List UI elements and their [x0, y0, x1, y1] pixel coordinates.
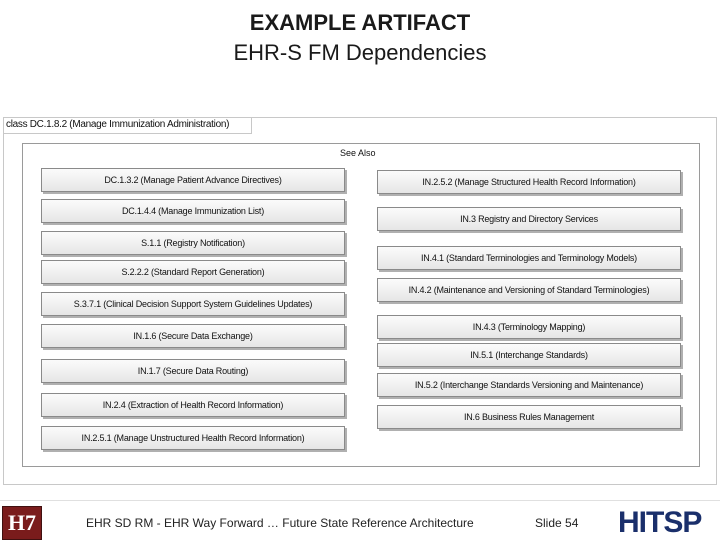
right-box-in-4-1[interactable]: IN.4.1 (Standard Terminologies and Terminology Models) — [377, 246, 681, 270]
left-box-in-1-7[interactable]: IN.1.7 (Secure Data Routing) — [41, 359, 345, 383]
class-label: class DC.1.8.2 (Manage Immunization Administration) — [6, 119, 230, 130]
see-also-label: See Also — [340, 148, 376, 158]
footer-text: EHR SD RM - EHR Way Forward … Future State Reference Architecture — [86, 516, 474, 530]
left-box-s-2-2-2[interactable]: S.2.2.2 (Standard Report Generation) — [41, 260, 345, 284]
hitsp-logo: HITSP — [618, 506, 702, 539]
left-box-s-3-7-1[interactable]: S.3.7.1 (Clinical Decision Support System Guidelines Updates) — [41, 292, 345, 316]
right-box-in-6[interactable]: IN.6 Business Rules Management — [377, 405, 681, 429]
slide-subtitle: EHR-S FM Dependencies — [233, 40, 487, 65]
left-box-in-2-4[interactable]: IN.2.4 (Extraction of Health Record Information) — [41, 393, 345, 417]
left-box-in-1-6[interactable]: IN.1.6 (Secure Data Exchange) — [41, 324, 345, 348]
right-box-in-2-5-2[interactable]: IN.2.5.2 (Manage Structured Health Record Information) — [377, 170, 681, 194]
right-box-in-5-1[interactable]: IN.5.1 (Interchange Standards) — [377, 343, 681, 367]
right-box-in-4-2[interactable]: IN.4.2 (Maintenance and Versioning of Standard Terminologies) — [377, 278, 681, 302]
right-box-in-4-3[interactable]: IN.4.3 (Terminology Mapping) — [377, 315, 681, 339]
footer-divider — [0, 500, 720, 501]
left-box-s-1-1[interactable]: S.1.1 (Registry Notification) — [41, 231, 345, 255]
left-box-in-2-5-1[interactable]: IN.2.5.1 (Manage Unstructured Health Record Information) — [41, 426, 345, 450]
hl7-logo: H7 — [2, 506, 42, 540]
slide-title: EXAMPLE ARTIFACT — [249, 10, 471, 35]
right-box-in-3[interactable]: IN.3 Registry and Directory Services — [377, 207, 681, 231]
left-box-dc-1-3-2[interactable]: DC.1.3.2 (Manage Patient Advance Directives) — [41, 168, 345, 192]
right-box-in-5-2[interactable]: IN.5.2 (Interchange Standards Versioning and Maintenance) — [377, 373, 681, 397]
slide-number: Slide 54 — [535, 516, 579, 530]
left-box-dc-1-4-4[interactable]: DC.1.4.4 (Manage Immunization List) — [41, 199, 345, 223]
